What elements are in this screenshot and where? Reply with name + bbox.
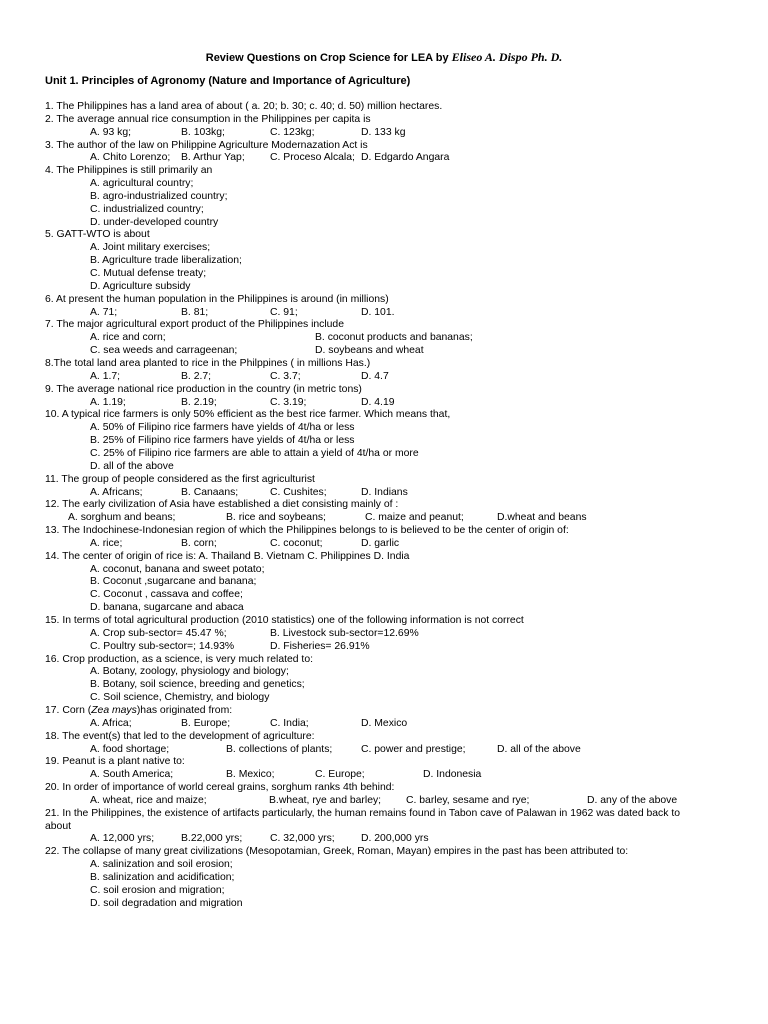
answer-option: A. Chito Lorenzo; — [90, 152, 171, 163]
answer-option: A. 1.19; — [90, 397, 126, 408]
answer-option: C. 123kg; — [270, 127, 315, 138]
answer-option: B. 2.7; — [181, 371, 212, 382]
question-text: 1. The Philippines has a land area of about ( a. 20; b. 30; c. 40; d. 50) million hectares. — [45, 101, 443, 112]
answer-option: A. 71; — [90, 307, 118, 318]
answer-option: A. Africa; — [90, 718, 132, 729]
answer-option: C. Coconut , cassava and coffee; — [90, 589, 243, 600]
answer-option: D. Agriculture subsidy — [90, 281, 191, 292]
answer-option: A. Africans; — [90, 487, 143, 498]
answer-option: A. coconut, banana and sweet potato; — [90, 564, 265, 575]
answer-option: B. Botany, soil science, breeding and genetics; — [90, 679, 305, 690]
answer-option: A. Botany, zoology, physiology and biology; — [90, 666, 289, 677]
answer-option: C. sea weeds and carrageenan; — [90, 345, 238, 356]
answer-option: D. any of the above — [587, 795, 678, 806]
answer-option: C. coconut; — [270, 538, 323, 549]
answer-option: B. 103kg; — [181, 127, 225, 138]
answer-option: A. 1.7; — [90, 371, 121, 382]
answer-option: A. Joint military exercises; — [90, 242, 211, 253]
question-text: 14. The center of origin of rice is: A. Thailand B. Vietnam C. Philippines D. India — [45, 551, 410, 562]
document-title — [0, 50, 768, 65]
answer-option: D. under-developed country — [90, 217, 219, 228]
question-text: 10. A typical rice farmers is only 50% efficient as the best rice farmer. Which means that, — [45, 409, 451, 420]
answer-option: D. garlic — [361, 538, 400, 549]
answer-option: C. 3.7; — [270, 371, 301, 382]
answer-option: C. maize and peanut; — [365, 512, 464, 523]
answer-option: A. food shortage; — [90, 744, 170, 755]
answer-option: C. 3.19; — [270, 397, 307, 408]
answer-option: A. rice and corn; — [90, 332, 166, 343]
answer-option: A. agricultural country; — [90, 178, 194, 189]
question-text: 2. The average annual rice consumption in the Philippines per capita is — [45, 114, 371, 125]
question-text: 3. The author of the law on Philippine Agriculture Modernazation Act is — [45, 140, 368, 151]
answer-option: B. Coconut ,sugarcane and banana; — [90, 576, 257, 587]
title-author: Eliseo A. Dispo Ph. D. — [451, 50, 563, 64]
answer-option: C. 32,000 yrs; — [270, 833, 335, 844]
answer-option: D. 4.7 — [361, 371, 389, 382]
answer-option: C. 91; — [270, 307, 298, 318]
answer-option: B. coconut products and bananas; — [315, 332, 473, 343]
answer-option: C. power and prestige; — [361, 744, 466, 755]
question-text: 11. The group of people considered as the first agriculturist — [45, 474, 315, 485]
answer-option: D. 200,000 yrs — [361, 833, 429, 844]
answer-option: D. Indians — [361, 487, 408, 498]
unit-heading: Unit 1. Principles of Agronomy (Nature and Importance of Agriculture) — [45, 75, 411, 87]
answer-option: D.wheat and beans — [497, 512, 587, 523]
answer-option: D. 101. — [361, 307, 395, 318]
answer-option: B. Europe; — [181, 718, 231, 729]
answer-option: A. South America; — [90, 769, 174, 780]
question-text: 9. The average national rice production in the country (in metric tons) — [45, 384, 362, 395]
answer-option: A. rice; — [90, 538, 123, 549]
answer-option: B. agro-industrialized country; — [90, 191, 228, 202]
answer-option: C. Soil science, Chemistry, and biology — [90, 692, 270, 703]
question-text: 18. The event(s) that led to the development of agriculture: — [45, 731, 315, 742]
answer-option: C. Poultry sub-sector=; 14.93% — [90, 641, 235, 652]
question-text: 19. Peanut is a plant native to: — [45, 756, 185, 767]
answer-option: D. Edgardo Angara — [361, 152, 450, 163]
question-text: 16. Crop production, as a science, is very much related to: — [45, 654, 313, 665]
answer-option: C. Europe; — [315, 769, 365, 780]
question-text: 20. In order of importance of world cereal grains, sorghum ranks 4th behind: — [45, 782, 395, 793]
answer-option: B. Mexico; — [226, 769, 275, 780]
answer-option: D. 4.19 — [361, 397, 395, 408]
answer-option: D. Fisheries= 26.91% — [270, 641, 370, 652]
answer-option: B. salinization and acidification; — [90, 872, 235, 883]
answer-option: C. industrialized country; — [90, 204, 204, 215]
title-main: Review Questions on Crop Science for LEA by — [205, 52, 452, 64]
answer-option: C. Mutual defense treaty; — [90, 268, 207, 279]
answer-option: B.wheat, rye and barley; — [269, 795, 382, 806]
question-text: 5. GATT-WTO is about — [45, 229, 150, 240]
question-text: 6. At present the human population in the Philippines is around (in millions) — [45, 294, 389, 305]
answer-option: D. all of the above — [497, 744, 581, 755]
answer-option: A. 12,000 yrs; — [90, 833, 155, 844]
answer-option: B. 81; — [181, 307, 209, 318]
answer-option: B. 2.19; — [181, 397, 217, 408]
question-text: 7. The major agricultural export product of the Philippines include — [45, 319, 344, 330]
question-text: 12. The early civilization of Asia have established a diet consisting mainly of : — [45, 499, 399, 510]
answer-option: D. all of the above — [90, 461, 174, 472]
answer-option: C. soil erosion and migration; — [90, 885, 225, 896]
answer-option: B.22,000 yrs; — [181, 833, 243, 844]
answer-option: D. soybeans and wheat — [315, 345, 424, 356]
answer-option: B. Canaans; — [181, 487, 239, 498]
answer-option: C. Cushites; — [270, 487, 327, 498]
answer-option: B. rice and soybeans; — [226, 512, 326, 523]
answer-option: B. Arthur Yap; — [181, 152, 245, 163]
answer-option: D. soil degradation and migration — [90, 898, 243, 909]
question-text: 15. In terms of total agricultural production (2010 statistics) one of the following information is not correct — [45, 615, 524, 626]
answer-option: A. 50% of Filipino rice farmers have yields of 4t/ha or less — [90, 422, 355, 433]
answer-option: A. salinization and soil erosion; — [90, 859, 233, 870]
question-text: 17. Corn (Zea mays)has originated from: — [45, 705, 233, 716]
answer-option: C. Proceso Alcala; — [270, 152, 355, 163]
answer-option: C. India; — [270, 718, 309, 729]
answer-option: B. corn; — [181, 538, 217, 549]
question-text: 13. The Indochinese-Indonesian region of which the Philippines belongs to is believed to be the center of origin of: — [45, 525, 569, 536]
answer-option: C. 25% of Filipino rice farmers are able to attain a yield of 4t/ha or more — [90, 448, 419, 459]
question-text: 21. In the Philippines, the existence of artifacts particularly, the human remains found in Tabon cave of Palawan in 1962 was dated back to about — [45, 808, 680, 832]
question-text: 8.The total land area planted to rice in the Philppines ( in millions Has.) — [45, 358, 371, 369]
answer-option: D. Mexico — [361, 718, 408, 729]
answer-option: B. Agriculture trade liberalization; — [90, 255, 242, 266]
answer-option: B. collections of plants; — [226, 744, 333, 755]
answer-option: D. Indonesia — [423, 769, 482, 780]
answer-option: A. 93 kg; — [90, 127, 132, 138]
answer-option: C. barley, sesame and rye; — [406, 795, 530, 806]
answer-option: D. 133 kg — [361, 127, 406, 138]
answer-option: D. banana, sugarcane and abaca — [90, 602, 244, 613]
answer-option: A. Crop sub-sector= 45.47 %; — [90, 628, 227, 639]
answer-option: A. sorghum and beans; — [68, 512, 176, 523]
answer-option: B. Livestock sub-sector=12.69% — [270, 628, 419, 639]
question-text: 4. The Philippines is still primarily an — [45, 165, 213, 176]
answer-option: A. wheat, rice and maize; — [90, 795, 207, 806]
question-text: 22. The collapse of many great civilizations (Mesopotamian, Greek, Roman, Mayan) empires in the past has been attributed to: — [45, 846, 629, 857]
answer-option: B. 25% of Filipino rice farmers have yields of 4t/ha or less — [90, 435, 355, 446]
